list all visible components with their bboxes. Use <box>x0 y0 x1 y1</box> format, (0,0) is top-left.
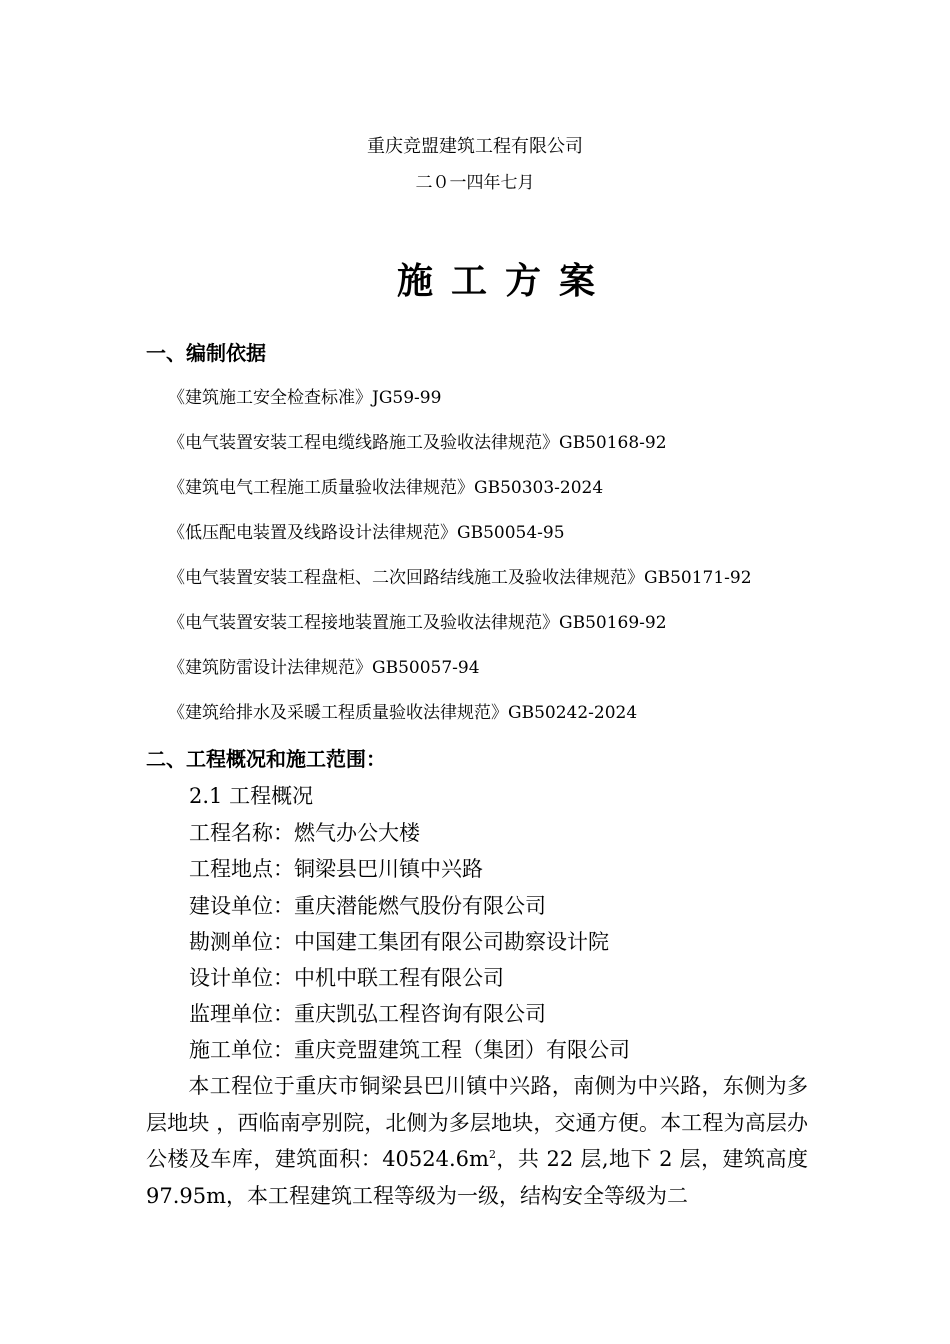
project-info-line: 设计单位：中机中联工程有限公司 <box>189 966 504 990</box>
document-date: 二０一四年七月 <box>415 173 535 193</box>
document-title: 施工方案 <box>396 260 613 302</box>
reference-item: 《低压配电装置及线路设计法律规范》GB50054-95 <box>168 523 565 543</box>
project-info-line: 施工单位：重庆竞盟建筑工程（集团）有限公司 <box>189 1038 630 1062</box>
reference-item: 《建筑电气工程施工质量验收法律规范》GB50303-2024 <box>168 478 604 498</box>
subsection-heading: 2.1 工程概况 <box>189 784 314 808</box>
project-info-line: 工程名称：燃气办公大楼 <box>189 821 420 845</box>
section-heading-overview: 二、工程概况和施工范围： <box>146 747 386 771</box>
reference-item: 《建筑施工安全检查标准》JG59-99 <box>168 388 442 408</box>
project-info-line: 建设单位：重庆潜能燃气股份有限公司 <box>189 894 546 918</box>
area-unit-superscript: 2 <box>488 1148 496 1161</box>
paragraph-text: ，共 22 层,地下 2 层，建筑高度 97.95m，本工程建筑工程等级为一级，结构安全等级为二 <box>146 1147 808 1208</box>
reference-item: 《建筑防雷设计法律规范》GB50057-94 <box>168 658 480 678</box>
section-heading-basis: 一、编制依据 <box>146 341 266 365</box>
reference-item: 《电气装置安装工程盘柜、二次回路结线施工及验收法律规范》GB50171-92 <box>168 568 752 588</box>
reference-item: 《建筑给排水及采暖工程质量验收法律规范》GB50242-2024 <box>168 703 638 723</box>
project-info-line: 勘测单位：中国建工集团有限公司勘察设计院 <box>189 930 609 954</box>
project-description-paragraph <box>146 1068 808 1214</box>
reference-item: 《电气装置安装工程电缆线路施工及验收法律规范》GB50168-92 <box>168 433 667 453</box>
project-info-line: 工程地点：铜梁县巴川镇中兴路 <box>189 857 483 881</box>
reference-item: 《电气装置安装工程接地装置施工及验收法律规范》GB50169-92 <box>168 613 667 633</box>
company-name: 重庆竞盟建筑工程有限公司 <box>367 136 583 157</box>
paragraph-text: 本工程位于重庆市铜梁县巴川镇中兴路，南侧为中兴路，东侧为多层地块 ，西临南亭别院，北侧为多层地块，交通方便。本工程为高层办公楼及车库，建筑面积：40524.6m <box>146 1074 808 1171</box>
project-info-line: 监理单位：重庆凯弘工程咨询有限公司 <box>189 1002 546 1026</box>
